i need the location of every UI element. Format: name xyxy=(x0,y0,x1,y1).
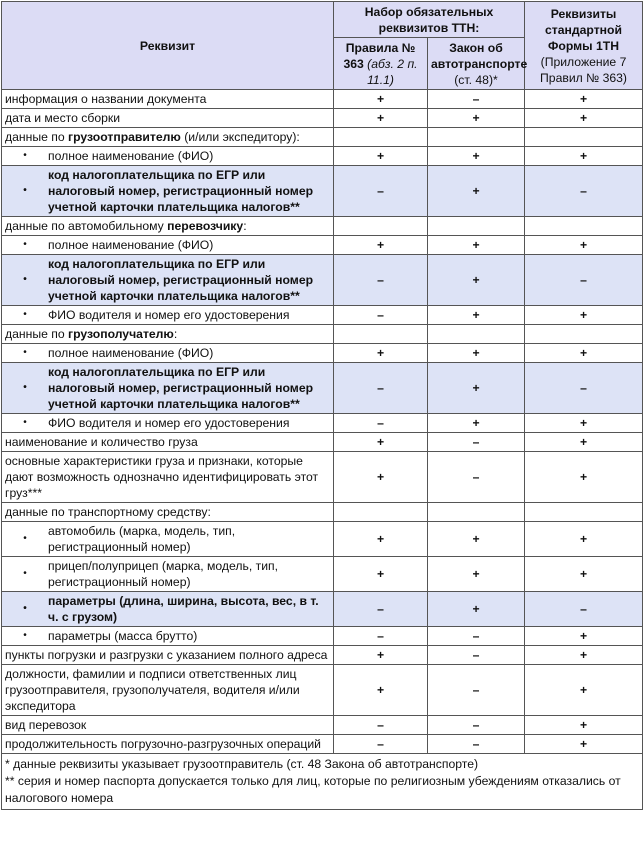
bullet-icon: • xyxy=(23,417,27,428)
table-row: • ФИО водителя и номер его удостоверения – + + xyxy=(2,306,643,325)
table-row: основные характеристики груза и признаки, которые дают возможность однозначно идентифицировать этот груз*** + – + xyxy=(2,452,643,503)
bullet-icon: • xyxy=(23,239,27,250)
header-rules-363: Правила № 363 (абз. 2 п. 11.1) xyxy=(334,38,428,90)
header-requisite: Реквизит xyxy=(2,2,334,90)
table-row: • полное наименование (ФИО) + + + xyxy=(2,344,643,363)
bullet-icon: • xyxy=(23,347,27,358)
bullet-icon: • xyxy=(23,533,27,544)
table-row: должности, фамилии и подписи ответственных лиц грузоотправителя, грузополучателя, водителя и/или экспедитора + – + xyxy=(2,665,643,716)
bullet-icon: • xyxy=(23,309,27,320)
header-law-transport: Закон об автотранспорте (ст. 48)* xyxy=(428,38,525,90)
footnote-2: ** серия и номер паспорта допускается только для лиц, которые по религиозным убеждениям отказались от налогового номера xyxy=(5,774,621,805)
bullet-icon: • xyxy=(23,603,27,614)
table-row: • полное наименование (ФИО) + + + xyxy=(2,147,643,166)
table-row: продолжительность погрузочно-разгрузочных операций – – + xyxy=(2,735,643,754)
table-row: пункты погрузки и разгрузки с указанием полного адреса + – + xyxy=(2,646,643,665)
bullet-icon: • xyxy=(23,150,27,161)
section-row-shipper: данные по грузоотправителю (и/или экспедитору): xyxy=(2,128,643,147)
table-row: вид перевозок – – + xyxy=(2,716,643,735)
table-row: • код налогоплательщика по ЕГР или налоговый номер, регистрационный номер учетной карточки плательщика налогов** – + – xyxy=(2,363,643,414)
table-row: • ФИО водителя и номер его удостоверения – + + xyxy=(2,414,643,433)
bullet-icon: • xyxy=(23,185,27,196)
table-row: • полное наименование (ФИО) + + + xyxy=(2,236,643,255)
table-row: • автомобиль (марка, модель, тип, регистрационный номер) + + + xyxy=(2,522,643,557)
header-group-mandatory: Набор обязательных реквизитов ТТН: xyxy=(334,2,525,38)
bullet-icon: • xyxy=(23,382,27,393)
table-row: наименование и количество груза + – + xyxy=(2,433,643,452)
table-row: • код налогоплательщика по ЕГР или налоговый номер, регистрационный номер учетной карточки плательщика налогов** – + – xyxy=(2,166,643,217)
section-row-carrier: данные по автомобильному перевозчику: xyxy=(2,217,643,236)
table-row: дата и место сборки + + + xyxy=(2,109,643,128)
requisites-table xyxy=(1,1,643,810)
table-row: информация о названии документа + – + xyxy=(2,90,643,109)
footnotes-row xyxy=(2,754,643,810)
header-standard-form: Реквизиты стандартной Формы 1ТН (Приложение 7 Правил № 363) xyxy=(525,2,643,90)
section-row-consignee: данные по грузополучателю: xyxy=(2,325,643,344)
footnote-1: * данные реквизиты указывает грузоотправитель (ст. 48 Закона об автотранспорте) xyxy=(5,757,479,771)
bullet-icon: • xyxy=(23,568,27,579)
table-row: • код налогоплательщика по ЕГР или налоговый номер, регистрационный номер учетной карточки плательщика налогов** – + – xyxy=(2,255,643,306)
bullet-icon: • xyxy=(23,274,27,285)
bullet-icon: • xyxy=(23,630,27,641)
table-row: • параметры (масса брутто) – – + xyxy=(2,627,643,646)
table-row: • прицеп/полуприцеп (марка, модель, тип, регистрационный номер) + + + xyxy=(2,557,643,592)
table-row: • параметры (длина, ширина, высота, вес, в т. ч. с грузом) – + – xyxy=(2,592,643,627)
section-row-vehicle: данные по транспортному средству: xyxy=(2,503,643,522)
